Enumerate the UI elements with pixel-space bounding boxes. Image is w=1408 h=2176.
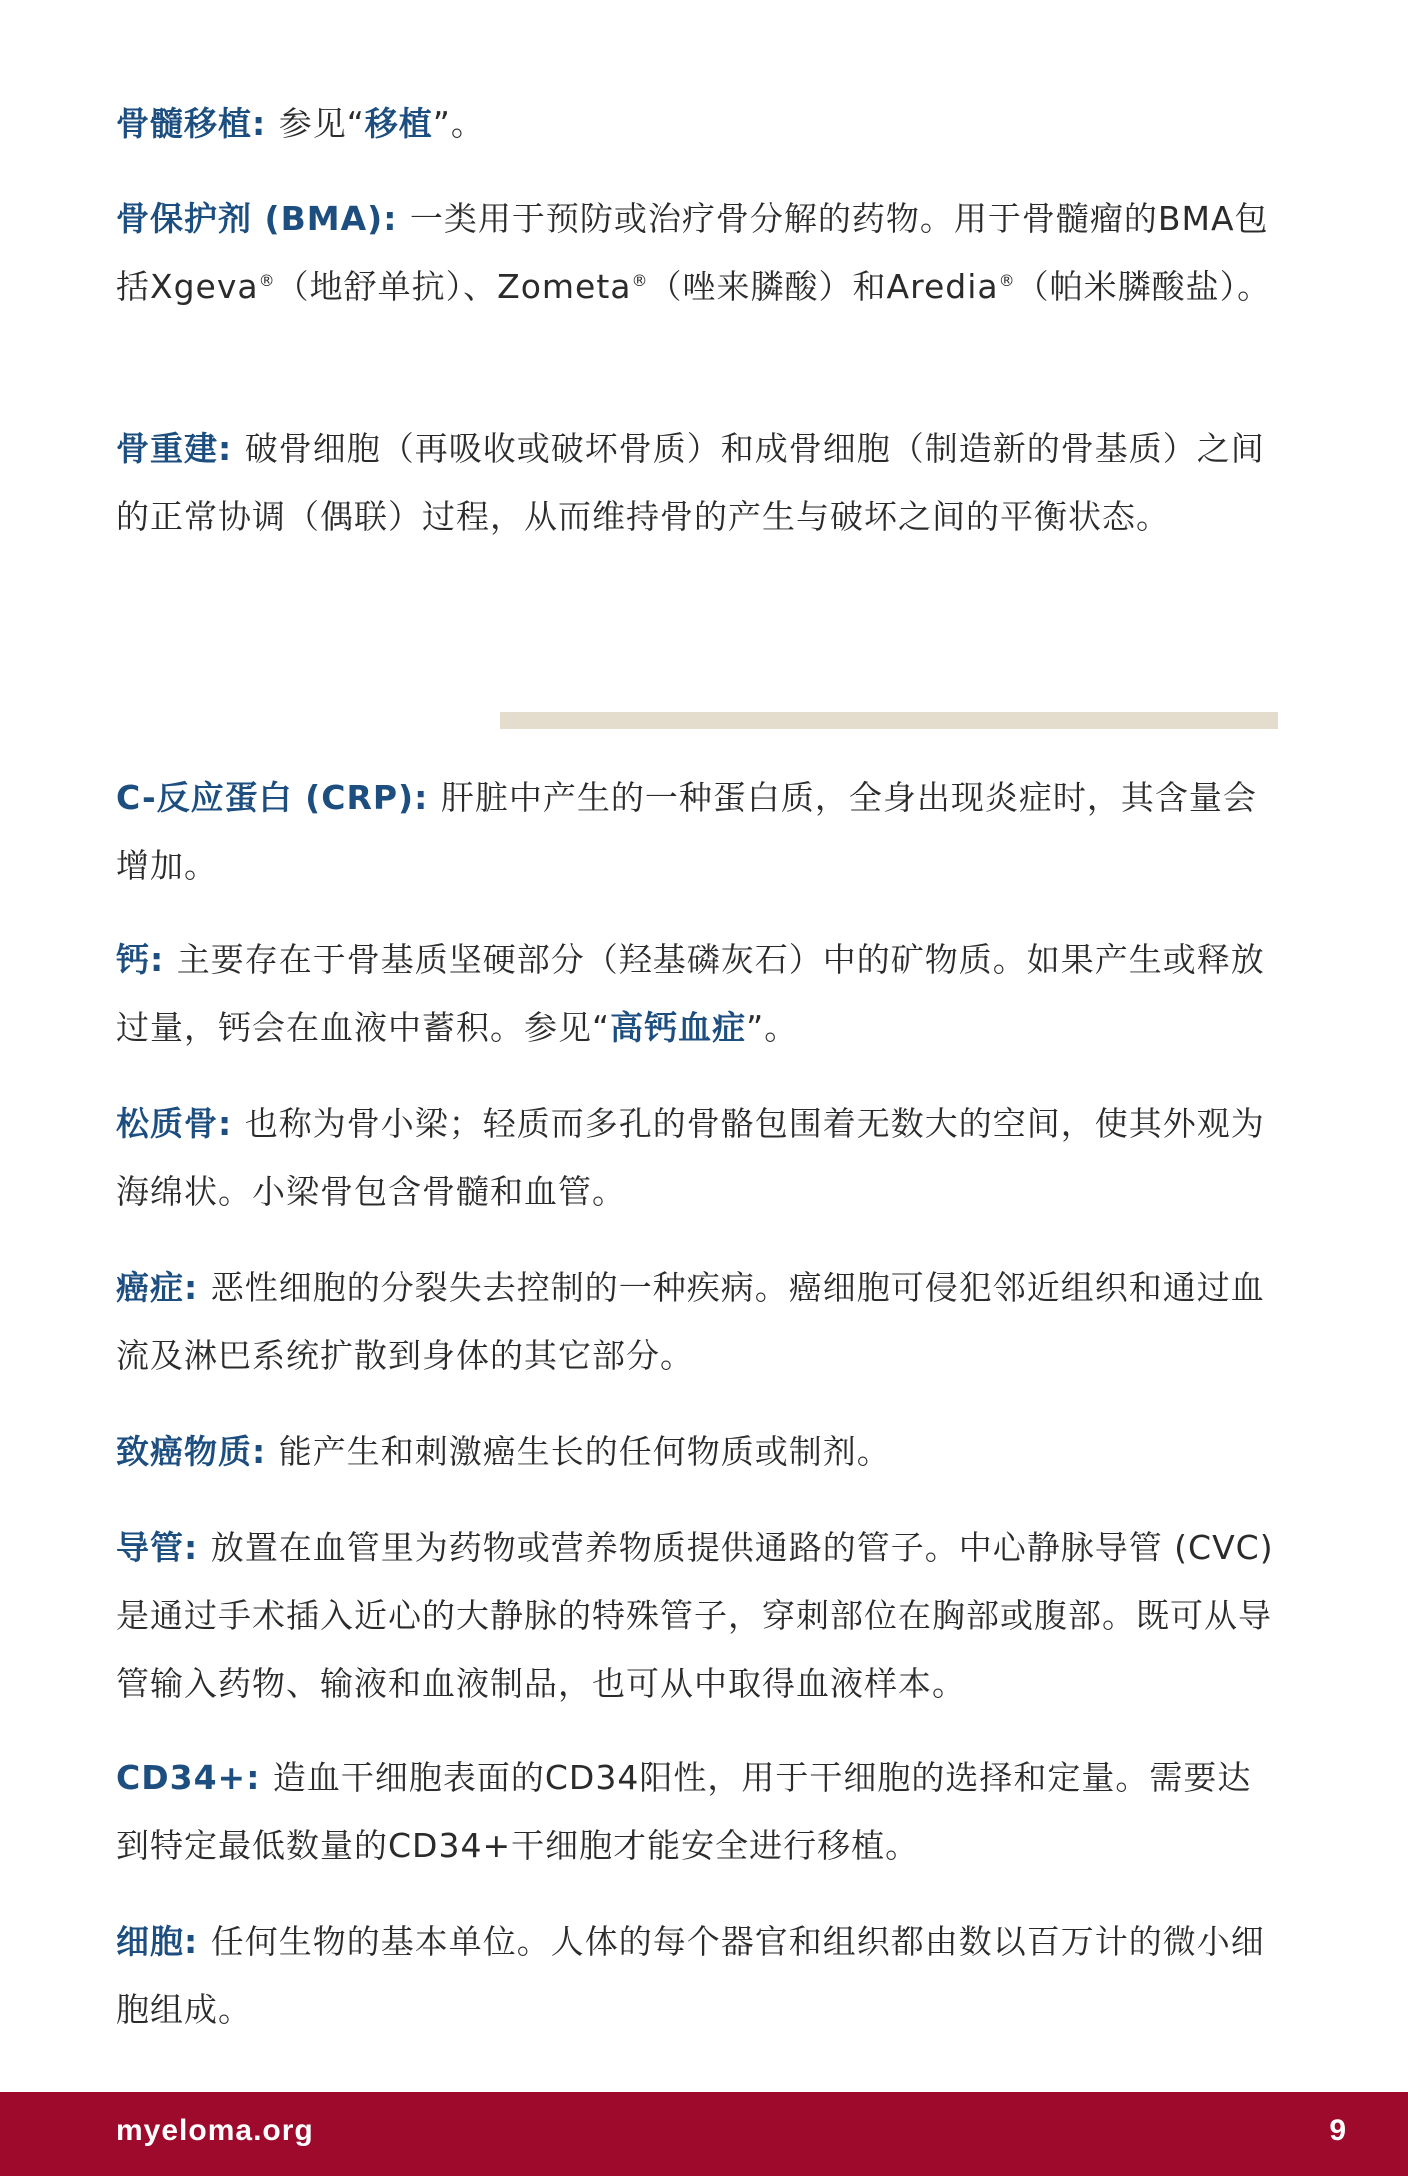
glossary-term: 骨髓移植 (116, 104, 252, 143)
term-colon: : (252, 1432, 279, 1471)
footer-website-link[interactable]: myeloma.org (116, 2114, 314, 2147)
glossary-entry (116, 1514, 1278, 1718)
glossary-term: 骨重建 (116, 429, 218, 468)
term-colon: : (218, 429, 245, 468)
definition-text: 放置在血管里为药物或营养物质提供通路的管子。中心静脉导管 (CVC) 是通过手术插入近心的大静脉的特殊管子，穿刺部位在胸部或腹部。既可从导管输入药物、输液和血液制品，也可从中取得血液样本。 (116, 1528, 1274, 1703)
glossary-term: 导管 (116, 1528, 184, 1567)
glossary-entry (116, 1908, 1278, 2044)
glossary-entry (116, 1254, 1278, 1390)
registered-mark: ® (998, 271, 1016, 290)
definition-text: 肝脏中产生的一种蛋白质，全身出现炎症时，其含量会增加。 (116, 778, 1257, 885)
term-colon: : (414, 778, 441, 817)
glossary-entry (116, 185, 1278, 321)
term-colon: : (252, 104, 279, 143)
glossary-term: CD34+ (116, 1758, 247, 1797)
definition-text: （帕米膦酸盐）。 (1015, 267, 1272, 306)
glossary-entry (116, 926, 1278, 1062)
glossary-term: 癌症 (116, 1268, 184, 1307)
term-colon: : (150, 940, 177, 979)
definition-text: 造血干细胞表面的CD34阳性，用于干细胞的选择和定量。需要达到特定最低数量的CD34+干细胞才能安全进行移植。 (116, 1758, 1252, 1865)
glossary-term: 骨保护剂 (BMA) (116, 199, 384, 238)
glossary-entry (116, 1418, 1278, 1486)
glossary-term: C-反应蛋白 (CRP) (116, 778, 415, 817)
page-footer (0, 2092, 1408, 2176)
definition-text: 主要存在于骨基质坚硬部分（羟基磷灰石）中的矿物质。如果产生或释放过量，钙会在血液中蓄积。参见“ (116, 940, 1265, 1047)
definition-text: 能产生和刺激癌生长的任何物质或制剂。 (278, 1432, 891, 1471)
glossary-entry (116, 415, 1278, 551)
glossary-entry (116, 1744, 1278, 1880)
page-number: 9 (1329, 2114, 1346, 2147)
definition-text: 一类用于预防或治疗骨分解的药物。用于骨髓瘤的BMA包括Xgeva (116, 199, 1269, 306)
term-colon: : (383, 199, 410, 238)
definition-text: 恶性细胞的分裂失去控制的一种疾病。癌细胞可侵犯邻近组织和通过血流及淋巴系统扩散到身体的其它部分。 (116, 1268, 1265, 1375)
glossary-entry (116, 90, 1278, 158)
definition-text: （地舒单抗）、Zometa (275, 267, 632, 306)
definition-text: （唑来膦酸）和Aredia (648, 267, 999, 306)
glossary-term: 钙 (116, 940, 150, 979)
registered-mark: ® (631, 271, 649, 290)
definition-text: 也称为骨小梁；轻质而多孔的骨骼包围着无数大的空间，使其外观为海绵状。小梁骨包含骨髓和血管。 (116, 1104, 1265, 1211)
definition-text: 任何生物的基本单位。人体的每个器官和组织都由数以百万计的微小细胞组成。 (116, 1922, 1265, 2029)
definition-text: 参见“ (278, 104, 365, 143)
cross-reference-link[interactable]: 高钙血症 (610, 1008, 747, 1047)
definition-text: ”。 (432, 104, 485, 143)
cross-reference-link[interactable]: 移植 (364, 104, 433, 143)
glossary-term: 松质骨 (116, 1104, 218, 1143)
term-colon: : (246, 1758, 273, 1797)
glossary-term: 细胞 (116, 1922, 184, 1961)
term-colon: : (184, 1528, 211, 1567)
term-colon: : (218, 1104, 245, 1143)
definition-text: 破骨细胞（再吸收或破坏骨质）和成骨细胞（制造新的骨基质）之间的正常协调（偶联）过程，从而维持骨的产生与破坏之间的平衡状态。 (116, 429, 1265, 536)
definition-text: ”。 (746, 1008, 799, 1047)
section-divider (500, 712, 1278, 729)
glossary-entry (116, 1090, 1278, 1226)
registered-mark: ® (258, 271, 276, 290)
glossary-entry (116, 764, 1278, 900)
term-colon: : (184, 1268, 211, 1307)
term-colon: : (184, 1922, 211, 1961)
glossary-term: 致癌物质 (116, 1432, 252, 1471)
